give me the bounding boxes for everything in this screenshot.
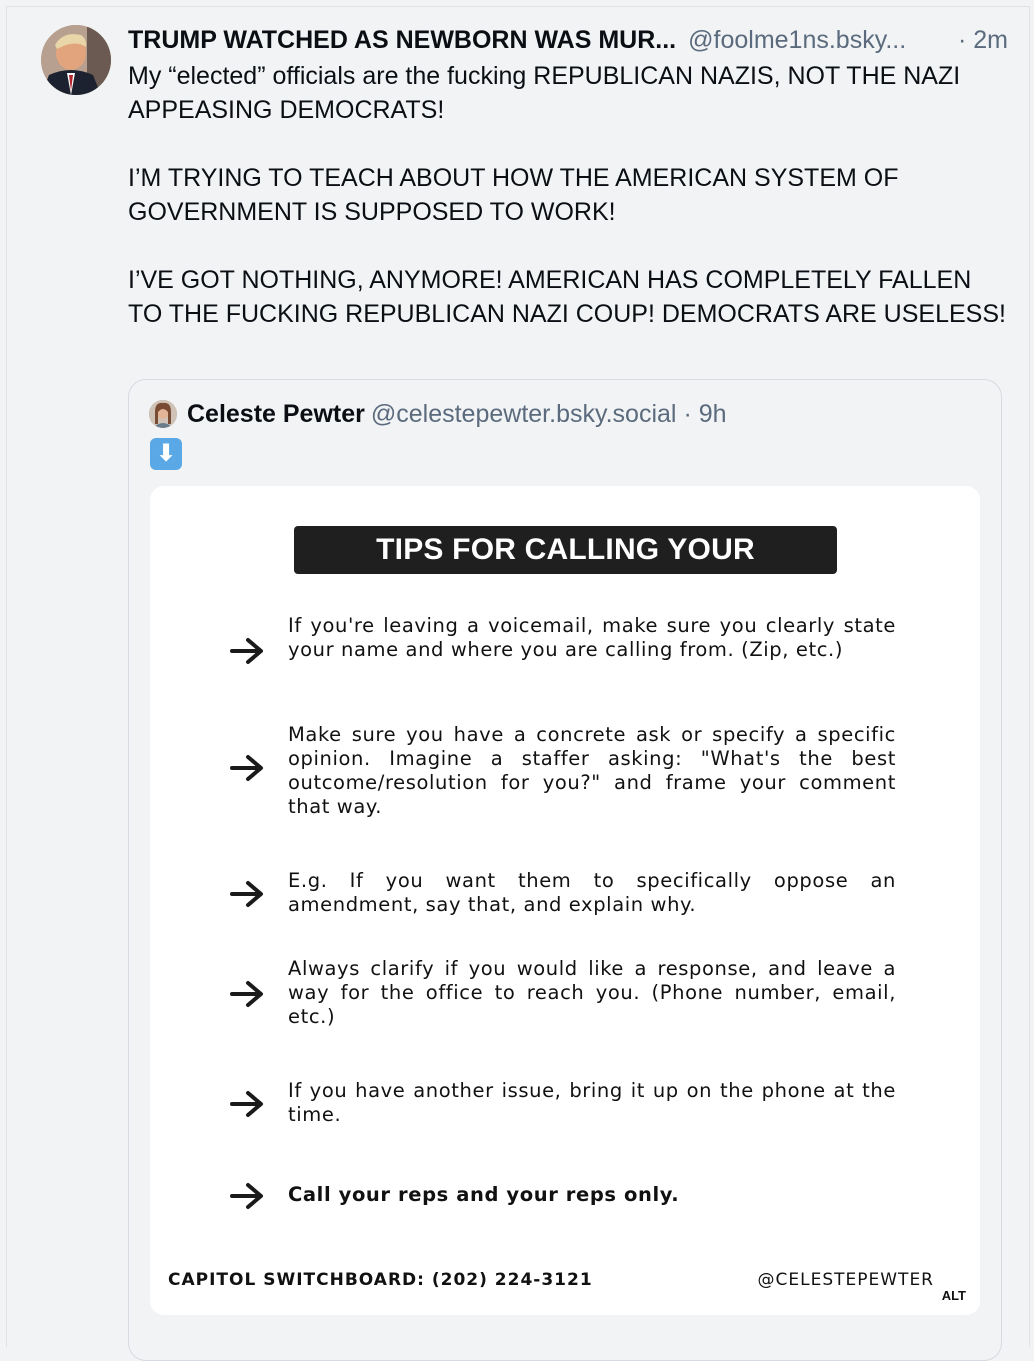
arrow-right-icon	[230, 1181, 266, 1211]
image-title: TIPS FOR CALLING YOUR ELECTEDS	[294, 526, 837, 574]
author-avatar[interactable]	[41, 25, 111, 95]
alt-text-button[interactable]: ALT	[938, 1286, 970, 1305]
tip-text: If you have another issue, bring it up on the phone at the time.	[288, 1079, 896, 1126]
tip-text: Call your reps and your reps only.	[288, 1183, 680, 1206]
tip-text: If you're leaving a voicemail, make sure you clearly state your name and where you are calling from. (Zip, etc.)	[288, 614, 896, 661]
post-paragraph: My “elected” officials are the fucking REPUBLICAN NAZIS, NOT THE NAZI APPEASING DEMOCRATS!	[128, 62, 961, 124]
quoted-post-header	[187, 396, 727, 432]
arrow-right-icon	[230, 636, 266, 666]
arrow-right-icon	[230, 1089, 266, 1119]
tip-text: Make sure you have a concrete ask or specify a specific opinion. Imagine a staffer asking: "What's the best outcome/resolution for you?" and frame your comment that way.	[288, 723, 896, 818]
author-handle[interactable]: @foolme1ns.bsky...	[688, 26, 907, 54]
post-paragraph: I’M TRYING TO TEACH ABOUT HOW THE AMERICAN SYSTEM OF GOVERNMENT IS SUPPOSED TO WORK!	[128, 164, 899, 226]
avatar-photo	[41, 25, 111, 95]
image-credit: @CELESTEPEWTER	[757, 1270, 934, 1290]
quoted-author-handle[interactable]: @celestepewter.bsky.social	[370, 400, 677, 428]
arrow-right-icon	[230, 753, 266, 783]
post-text	[128, 59, 1008, 365]
quoted-author-avatar[interactable]	[149, 400, 177, 428]
quoted-image[interactable]	[150, 486, 980, 1315]
quoted-post-timestamp: · 9h	[683, 400, 727, 428]
switchboard-number: CAPITOL SWITCHBOARD: (202) 224-3121	[168, 1270, 593, 1290]
tip-text: Always clarify if you would like a response, and leave a way for the office to reach you. (Phone number, email, etc.)	[288, 957, 896, 1028]
author-name[interactable]: TRUMP WATCHED AS NEWBORN WAS MUR...	[128, 26, 677, 54]
post-timestamp[interactable]: · 2m	[958, 26, 1008, 54]
tip-text: E.g. If you want them to specifically oppose an amendment, say that, and explain why.	[288, 869, 896, 916]
post-paragraph: I’VE GOT NOTHING, ANYMORE! AMERICAN HAS COMPLETELY FALLEN TO THE FUCKING REPUBLICAN NAZI COUP! DEMOCRATS ARE USELESS!	[128, 266, 1006, 328]
post[interactable]	[6, 6, 1030, 1347]
avatar-photo	[149, 400, 177, 428]
quoted-post[interactable]	[128, 379, 1002, 1361]
arrow-right-icon	[230, 879, 266, 909]
down-arrow-emoji: ⬇	[150, 438, 182, 470]
quoted-author-name[interactable]: Celeste Pewter	[187, 400, 365, 428]
post-header	[128, 23, 1008, 57]
arrow-right-icon	[230, 979, 266, 1009]
